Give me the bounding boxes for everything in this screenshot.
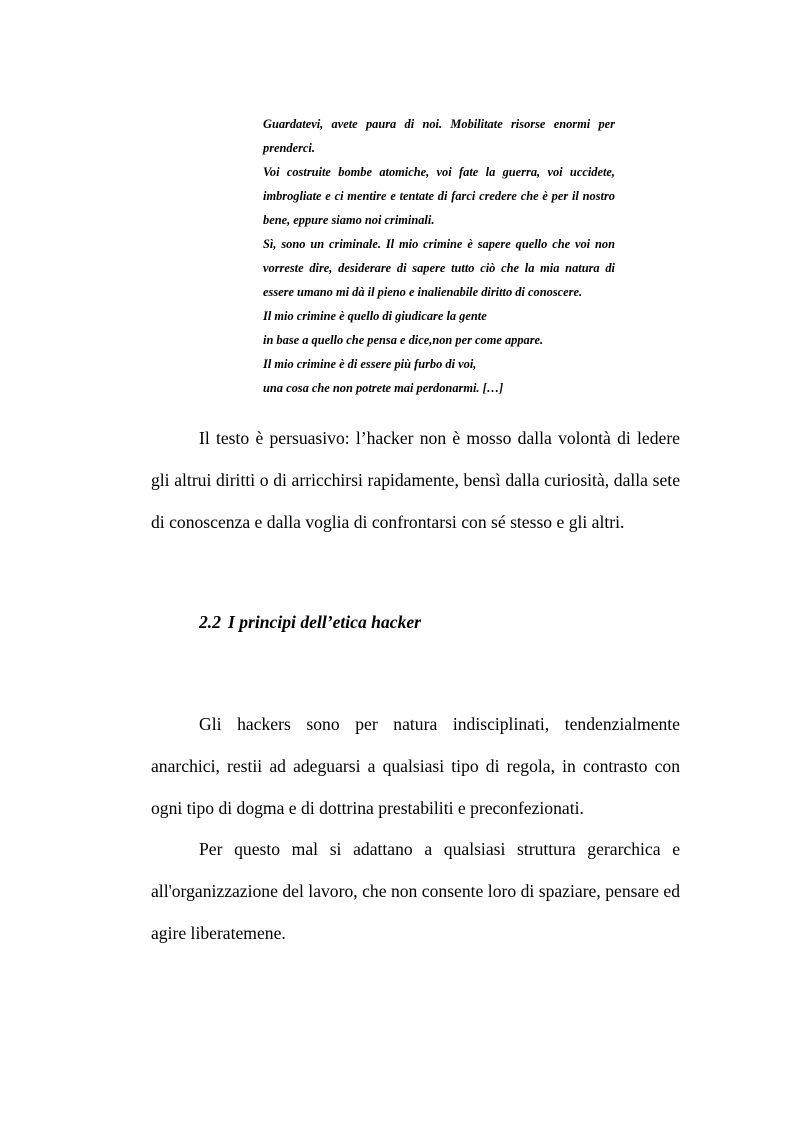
quote-line: in base a quello che pensa e dice,non per come appare.	[263, 333, 544, 347]
quote-paragraph: Sì, sono un criminale. Il mio crimine è sapere quello che voi non vorreste dire, desiderare di sapere tutto ciò che la mia natura di essere umano mi dà il pieno e inalienabile diritto di conoscere.	[263, 237, 615, 299]
quote-paragraph: Guardatevi, avete paura di noi. Mobilitate risorse enormi per prenderci.	[263, 117, 615, 155]
body-paragraph-2: Gli hackers sono per natura indisciplinati, tendenzialmente anarchici, restii ad adeguarsi a qualsiasi tipo di regola, in contrasto con ogni tipo di dogma e di dottrina prestabiliti e preconfezionati.	[151, 714, 680, 818]
quote-paragraph: Voi costruite bombe atomiche, voi fate la guerra, voi uccidete, imbrogliate e ci mentire e tentate di farci credere che è per il nostro bene, eppure siamo noi criminali.	[263, 165, 615, 227]
quote-line: Il mio crimine è di essere più furbo di voi,	[263, 357, 477, 371]
section-number: 2.2	[199, 612, 221, 632]
quote-line: Il mio crimine è quello di giudicare la gente	[263, 309, 487, 323]
body-paragraph-1: Il testo è persuasivo: l’hacker non è mosso dalla volontà di ledere gli altrui diritti o di arricchirsi rapidamente, bensì dalla curiosità, dalla sete di conoscenza e dalla voglia di confrontarsi con sé stesso e gli altri.	[151, 428, 680, 532]
body-paragraph-3: Per questo mal si adattano a qualsiasi struttura gerarchica e all'organizzazione del lavoro, che non consente loro di spaziare, pensare ed agire liberatemene.	[151, 839, 680, 943]
quote-line: una cosa che non potrete mai perdonarmi. […]	[263, 381, 504, 395]
section-heading	[199, 610, 421, 634]
section-title: I principi dell’etica hacker	[228, 612, 422, 632]
block-quote	[263, 112, 615, 400]
